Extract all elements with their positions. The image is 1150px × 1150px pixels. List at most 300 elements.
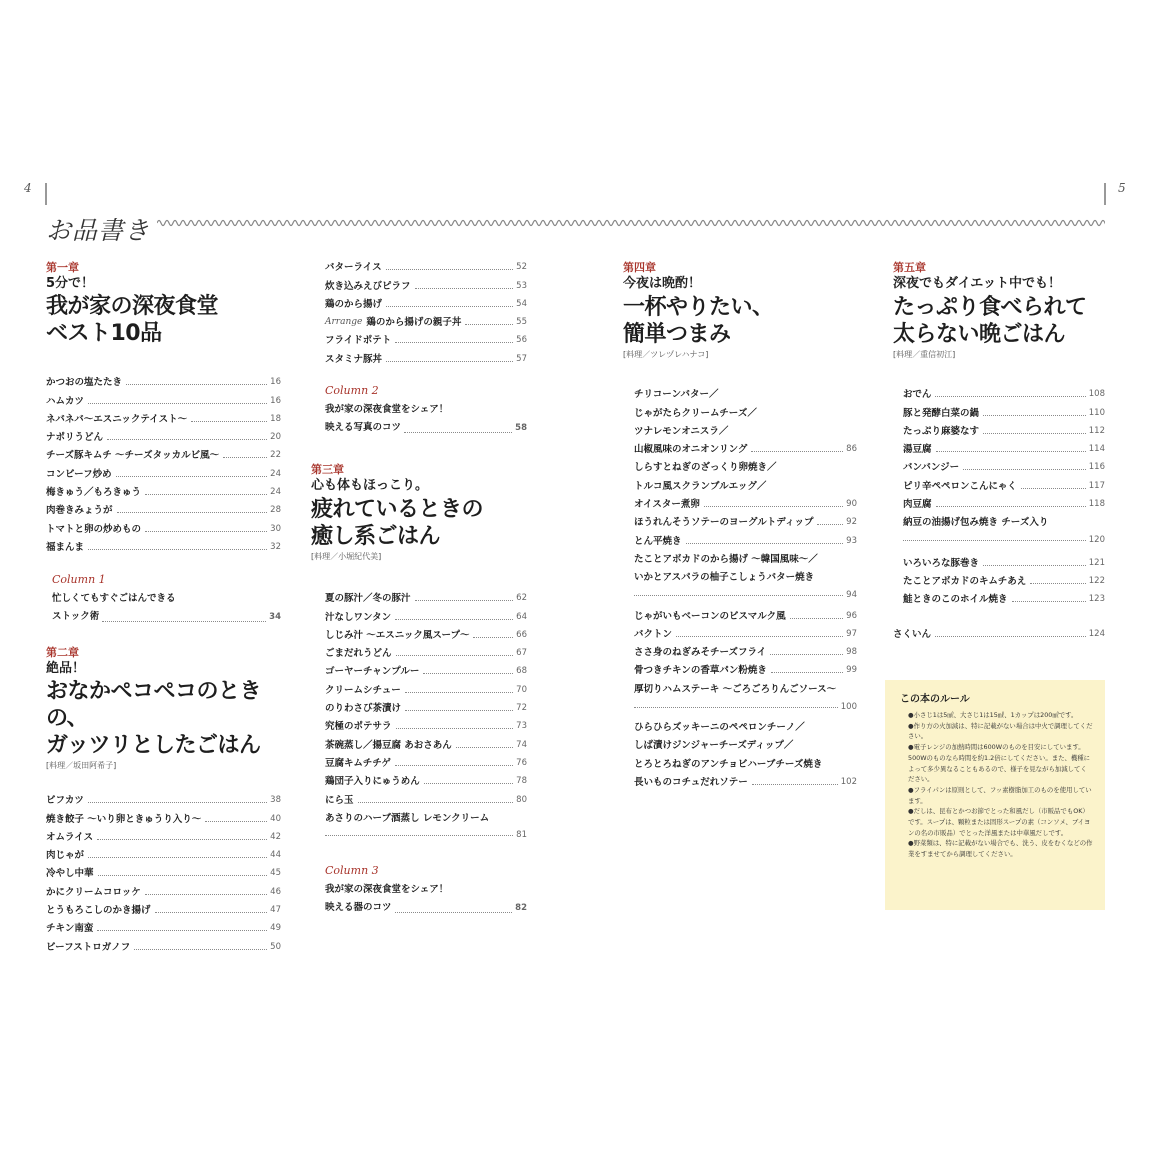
toc-entry[interactable] (634, 734, 857, 752)
dot-leader (983, 565, 1086, 566)
entry-title: 山椒風味のオニオンリング (634, 444, 748, 456)
page-number[interactable]: 120 (1088, 535, 1105, 546)
entry-title: 鶏団子入りにゅうめん (325, 776, 420, 788)
toc-entry[interactable] (46, 517, 281, 535)
toc-entry[interactable] (325, 660, 527, 678)
chapter-subtitle: 絶品！ (46, 661, 86, 676)
chapter-title-line: 太らない晩ごはん (893, 322, 1066, 347)
dot-leader (102, 621, 266, 622)
entry-title: フライドポテト (325, 335, 392, 347)
page-number: 42 (270, 831, 281, 842)
entry-title: ひらひらズッキーニのペペロンチーノ／ (634, 722, 805, 734)
chapter-4-list (634, 716, 857, 789)
toc-entry[interactable] (325, 770, 527, 788)
page-number: 73 (516, 721, 527, 732)
dot-leader (423, 673, 513, 674)
page-number: 76 (516, 757, 527, 768)
toc-entry[interactable] (325, 733, 527, 751)
page-number: 52 (516, 262, 527, 273)
toc-entry-continued (634, 696, 857, 712)
chapter-subtitle: 深夜でもダイエット中でも！ (893, 276, 1061, 291)
page-number: 47 (270, 905, 281, 916)
page-number[interactable]: 81 (516, 829, 527, 840)
rule-item (900, 838, 1093, 859)
page-number: 117 (1088, 480, 1105, 491)
folio-divider (1104, 183, 1106, 205)
dot-leader (396, 728, 514, 729)
chapter-label: 第五章 (893, 261, 926, 274)
entry-title: じゃがたらクリームチーズ／ (634, 407, 757, 419)
chapter-4-section (623, 261, 857, 360)
dot-leader (456, 747, 513, 748)
rule-text: ●野菜類は、特に記載がない場合でも、洗う、皮をむくなどの作業をすませてから調理してください。 (908, 839, 1093, 859)
entry-title: かつおの塩たたき (46, 377, 123, 389)
dot-leader (395, 619, 513, 620)
dot-leader (771, 672, 843, 673)
page-number: 56 (516, 335, 527, 346)
dot-leader (935, 636, 1086, 637)
toc-entry[interactable] (325, 715, 527, 733)
column-label: Column 2 (325, 384, 379, 397)
chapter-title-line: 癒し系ごはん (311, 524, 441, 549)
toc-entry[interactable] (46, 935, 281, 953)
toc-entry[interactable] (46, 462, 281, 480)
column-title-line: 忙しくてもすぐごはんできる (52, 593, 176, 604)
dot-leader (465, 324, 513, 325)
folio-divider (45, 183, 47, 205)
toc-entry[interactable] (46, 444, 281, 462)
chapter-label: 第二章 (46, 646, 79, 659)
toc-entry[interactable] (46, 862, 281, 880)
toc-entry[interactable] (634, 548, 857, 566)
chapter-2-list (46, 789, 281, 954)
toc-entry[interactable] (325, 788, 527, 806)
toc-entry[interactable] (903, 588, 1105, 606)
chapter-credit: [料理／ツレヅレハナコ] (623, 350, 709, 359)
entry-title: ほうれんそうソテーのヨーグルトディップ (634, 517, 814, 529)
page-number: 74 (516, 739, 527, 750)
page-number: 97 (846, 628, 857, 639)
page-number: 16 (270, 377, 281, 388)
dot-leader (126, 384, 267, 385)
toc-entry[interactable] (903, 438, 1105, 456)
toc-entry[interactable] (46, 899, 281, 917)
page-number: 123 (1088, 594, 1105, 605)
page-number: 30 (270, 523, 281, 534)
dot-leader (134, 949, 267, 950)
book-rules-box (885, 680, 1105, 910)
page-number: 53 (516, 280, 527, 291)
entry-title: たことアボカドのから揚げ 〜韓国風味〜／ (634, 553, 818, 565)
dot-leader (935, 396, 1085, 397)
dot-leader (107, 439, 267, 440)
entry-title: 冷やし中華 (46, 868, 94, 880)
column-1-section (52, 573, 281, 626)
chapter-label: 第四章 (623, 261, 656, 274)
rule-item (900, 721, 1093, 742)
page-number: 67 (516, 648, 527, 659)
chapter-4-items (634, 383, 857, 789)
toc-entry[interactable] (634, 529, 857, 547)
dot-leader (145, 531, 267, 532)
entry-title: チーズ豚キムチ 〜チーズタッカルビ風〜 (46, 450, 220, 462)
dot-leader (155, 912, 268, 913)
entry-title: 納豆の油揚げ包み焼き チーズ入り (903, 517, 1049, 529)
page-number[interactable]: 34 (269, 612, 281, 622)
entry-title: ピリ辛ペペロンこんにゃく (903, 480, 1017, 492)
dot-leader (404, 432, 512, 433)
chapter-credit: [料理／坂田阿希子] (46, 761, 117, 770)
toc-entry[interactable] (634, 752, 857, 770)
entry-title: ごまだれうどん (325, 648, 392, 660)
dot-leader (386, 269, 514, 270)
page-number: 96 (846, 610, 857, 621)
toc-entry[interactable] (46, 499, 281, 517)
toc-entry[interactable] (634, 438, 857, 456)
dot-leader (983, 433, 1086, 434)
toc-entry[interactable] (46, 389, 281, 407)
dot-leader (116, 476, 268, 477)
column-3-section (325, 864, 527, 917)
page-number[interactable]: 94 (846, 590, 857, 601)
dot-leader (1030, 583, 1086, 584)
toc-entry[interactable] (903, 493, 1105, 511)
entry-title: 福まんま (46, 541, 85, 553)
entry-title: 肉豆腐 (903, 499, 932, 511)
entry-title: ネバネバ〜エスニックテイスト〜 (46, 413, 188, 425)
entry-title: 肉じゃが (46, 850, 85, 862)
toc-entry[interactable] (634, 474, 857, 492)
page-number: 38 (270, 795, 281, 806)
entry-title: ビフカツ (46, 795, 84, 807)
page-number: 124 (1088, 629, 1105, 640)
toc-entry[interactable] (903, 511, 1105, 529)
page-number: 99 (846, 665, 857, 676)
toc-entry[interactable] (46, 917, 281, 935)
dot-leader (98, 875, 268, 876)
page-number: 62 (516, 593, 527, 604)
column-title-row (325, 419, 527, 437)
dot-leader (676, 636, 843, 637)
toc-entry[interactable] (46, 807, 281, 825)
entry-title: 焼き餃子 〜いり卵ときゅうり入り〜 (46, 813, 202, 825)
dot-leader (415, 600, 514, 601)
page-number: 24 (270, 487, 281, 498)
dot-leader (191, 421, 267, 422)
rule-item (900, 785, 1093, 806)
page-number: 28 (270, 505, 281, 516)
toc-entry[interactable] (634, 383, 857, 401)
toc-entry[interactable] (634, 401, 857, 419)
dot-leader (395, 765, 513, 766)
entry-title: チキン南蛮 (46, 923, 94, 935)
entry-title: とん平焼き (634, 535, 682, 547)
page-number: 50 (270, 941, 281, 952)
page-number: 68 (516, 666, 527, 677)
entry-title: トルコ風スクランブルエッグ／ (634, 480, 767, 492)
page-number: 70 (516, 684, 527, 695)
index-entry[interactable] (893, 623, 1105, 641)
entry-title: コンビーフ炒め (46, 468, 112, 480)
dot-leader (983, 415, 1086, 416)
toc-entry[interactable] (903, 570, 1105, 588)
page-number-right: 5 (1118, 181, 1126, 195)
dot-leader (770, 654, 843, 655)
page-number: 93 (846, 535, 857, 546)
entry-title: ツナレモンオニスラ／ (634, 425, 729, 437)
chapter-5-list (903, 551, 1105, 606)
page-number: 118 (1088, 499, 1105, 510)
page-number: 54 (516, 298, 527, 309)
entry-title: 骨つきチキンの香草パン粉焼き (634, 665, 767, 677)
entry-title: かにクリームコロッケ (46, 886, 141, 898)
page-number: 49 (270, 923, 281, 934)
entry-title: とうもろこしのかき揚げ (46, 905, 151, 917)
toc-entry[interactable] (325, 752, 527, 770)
column-label: Column 1 (52, 573, 106, 586)
toc-entry[interactable] (634, 566, 857, 584)
chapter-credit: [料理／小堀紀代美] (311, 552, 382, 561)
toc-entry[interactable] (46, 481, 281, 499)
toc-entry-continued (903, 529, 1105, 545)
page-number: 80 (516, 794, 527, 805)
chapter-title-line: ガッツリとしたごはん (46, 733, 261, 758)
entry-title: バターライス (325, 262, 382, 274)
toc-entry[interactable] (46, 789, 281, 807)
entry-title: チリコーンバター／ (634, 389, 719, 401)
page-number: 92 (846, 517, 857, 528)
chapter-label: 第三章 (311, 463, 344, 476)
entry-title: 炊き込みえびピラフ (325, 280, 411, 292)
dot-leader (903, 540, 1086, 541)
entry-title: さくいん (893, 629, 932, 641)
toc-entry[interactable] (903, 456, 1105, 474)
chapter-2-section (46, 646, 281, 954)
dot-leader (205, 821, 267, 822)
toc-entry[interactable] (634, 771, 857, 789)
chapter-2-list-continued (325, 256, 527, 366)
toc-entry[interactable] (634, 677, 857, 695)
toc-entry[interactable] (634, 604, 857, 622)
column-title-line: 映える器のコツ (325, 902, 392, 913)
dot-leader (396, 655, 514, 656)
entry-title: バクトン (634, 628, 673, 640)
entry-title: とろとろねぎのアンチョビハーブチーズ焼き (634, 758, 823, 770)
dot-leader (415, 288, 514, 289)
page-number: 110 (1088, 407, 1105, 418)
toc-entry[interactable] (325, 624, 527, 642)
rule-text: ●作り方の火加減は、特に記載がない場合は中火で調理してください。 (908, 721, 1093, 741)
entry-title: おでん (903, 389, 932, 401)
toc-entry[interactable] (325, 587, 527, 605)
entry-title: たことアボカドのキムチあえ (903, 575, 1027, 587)
toc-entry-continued (325, 824, 527, 840)
chapter-title-line: 疲れているときの (311, 497, 484, 522)
toc-entry[interactable] (46, 408, 281, 426)
page-number[interactable]: 58 (515, 423, 527, 433)
chapter-subtitle: 心も体もほっこり。 (311, 478, 429, 493)
toc-entry[interactable] (903, 383, 1105, 401)
page-number: 102 (840, 776, 857, 787)
chapter-3-section (311, 463, 527, 562)
dot-leader (790, 618, 844, 619)
page-number[interactable]: 82 (515, 903, 527, 913)
page-number: 32 (270, 541, 281, 552)
toc-entry[interactable] (325, 697, 527, 715)
chapter-3-items (325, 587, 527, 840)
page-number: 98 (846, 647, 857, 658)
toc-entry[interactable] (325, 807, 527, 824)
page-number[interactable]: 100 (840, 701, 857, 712)
page-number: 114 (1088, 444, 1105, 455)
entry-title: 鶏のから揚げ (325, 298, 383, 310)
page-number: 46 (270, 886, 281, 897)
dot-leader (424, 783, 513, 784)
dot-leader (386, 361, 513, 362)
toc-entry[interactable] (903, 474, 1105, 492)
page-number: 16 (270, 395, 281, 406)
entry-title: 夏の豚汁／冬の豚汁 (325, 593, 411, 605)
entry-title: いろいろな豚巻き (903, 557, 980, 569)
entry-title: たっぷり麻婆なす (903, 425, 980, 437)
entry-title: 豚と発酵白菜の鍋 (903, 407, 980, 419)
page-number: 108 (1088, 389, 1105, 400)
page-number: 72 (516, 703, 527, 714)
chapter-title-line: 我が家の深夜食堂 (46, 294, 219, 319)
page-number: 57 (516, 353, 527, 364)
toc-entry[interactable] (46, 426, 281, 444)
toc-entry[interactable] (325, 678, 527, 696)
chapter-2-continued (325, 256, 527, 366)
dot-leader (963, 469, 1086, 470)
chapter-5-list (903, 383, 1105, 529)
chapter-title-line: たっぷり食べられて (893, 295, 1087, 320)
entry-title: にら玉 (325, 794, 354, 806)
toc-entry[interactable] (325, 274, 527, 292)
dot-leader (145, 894, 267, 895)
dot-leader (405, 692, 513, 693)
dot-leader (1012, 601, 1086, 602)
toc-entry[interactable] (46, 880, 281, 898)
column-2-section (325, 384, 527, 437)
rule-item (900, 710, 1093, 721)
dot-leader (88, 549, 267, 550)
toc-entry[interactable] (46, 826, 281, 844)
toc-entry[interactable] (634, 420, 857, 438)
page-number: 55 (516, 317, 527, 328)
column-title-line: 我が家の深夜食堂をシェア！ (325, 404, 449, 415)
dot-leader (936, 506, 1086, 507)
dot-leader (358, 802, 514, 803)
toc-entry[interactable] (634, 716, 857, 734)
rule-item (900, 742, 1093, 785)
dot-leader (117, 512, 268, 513)
toc-entry[interactable] (325, 293, 527, 311)
dot-leader (395, 342, 513, 343)
dot-leader (473, 637, 513, 638)
dot-leader (88, 802, 267, 803)
page-number: 40 (270, 813, 281, 824)
chapter-subtitle: 今夜は晩酌！ (623, 276, 702, 291)
dot-leader (1021, 488, 1086, 489)
entry-title: しじみ汁 〜エスニック風スープ〜 (325, 629, 470, 641)
dot-leader (405, 710, 513, 711)
entry-title: 長いものコチュだれソテー (634, 776, 748, 788)
rule-item (900, 806, 1093, 838)
dot-leader (145, 494, 267, 495)
column-title-line: 我が家の深夜食堂をシェア！ (325, 884, 449, 895)
toc-entry[interactable] (325, 642, 527, 660)
entry-title: クリームシチュー (325, 684, 401, 696)
toc-entry[interactable] (46, 536, 281, 554)
dot-leader (395, 912, 513, 913)
entry-title: 厚切りハムステーキ 〜ごろごろりんごソース〜 (634, 683, 837, 695)
entry-title: のりわさび茶漬け (325, 703, 402, 715)
toc-entry[interactable] (634, 493, 857, 511)
toc-entry[interactable] (903, 420, 1105, 438)
dot-leader (88, 403, 267, 404)
dot-leader (386, 306, 513, 307)
entry-title: ゴーヤーチャンプルー (325, 666, 420, 678)
toc-entry[interactable] (325, 347, 527, 365)
rule-text: ●電子レンジの加熱時間は600Wのものを目安にしています。500Wのものなら時間を約1.2倍にしてください。また、機種によって多少異なることもあるので、様子を見ながら加減してください。 (908, 743, 1091, 784)
entry-title: 豆腐キムチチゲ (325, 757, 391, 769)
page-number-left: 4 (24, 181, 32, 195)
entry-title: 鮭ときのこのホイル焼き (903, 594, 1008, 606)
page-number: 20 (270, 432, 281, 443)
toc-entry[interactable] (634, 456, 857, 474)
toc-entry[interactable] (903, 401, 1105, 419)
entry-title: しば漬けジンジャーチーズディップ／ (634, 740, 794, 752)
toc-entry[interactable] (634, 659, 857, 677)
toc-entry[interactable] (325, 311, 527, 329)
page-number: 66 (516, 629, 527, 640)
entry-title: オムライス (46, 831, 94, 843)
entry-title: 湯豆腐 (903, 444, 932, 456)
entry-title: 鶏のから揚げの親子丼 (366, 317, 462, 329)
toc-entry[interactable] (325, 605, 527, 623)
dot-leader (88, 857, 267, 858)
toc-entry[interactable] (46, 371, 281, 389)
page-number: 24 (270, 468, 281, 479)
dot-leader (97, 839, 267, 840)
dot-leader (634, 595, 843, 596)
index-list (893, 623, 1105, 641)
toc-entry[interactable] (903, 551, 1105, 569)
chapter-title-line: おなかペコペコのときの、 (46, 679, 262, 731)
toc-entry[interactable] (634, 623, 857, 641)
column-title-row (325, 899, 527, 917)
chapter-5-items (903, 383, 1105, 606)
column-title-line: 映える写真のコツ (325, 422, 402, 433)
entry-title: ナポリうどん (46, 432, 104, 444)
dot-leader (751, 451, 843, 452)
toc-entry[interactable] (634, 641, 857, 659)
rule-text: ●小さじ1は5㎖、大さじ1は15㎖、1カップは200㎖です。 (908, 711, 1078, 719)
dot-leader (223, 457, 267, 458)
chapter-5-section (893, 261, 1105, 360)
page-number: 22 (270, 450, 281, 461)
chapter-4-list (634, 604, 857, 695)
dot-leader (686, 543, 844, 544)
rule-text: ●フライパンは原則として、フッ素樹脂加工のものを使用しています。 (908, 785, 1092, 805)
chapter-title-line: ベスト10品 (46, 321, 162, 346)
page-number: 18 (270, 413, 281, 424)
toc-entry[interactable] (46, 844, 281, 862)
toc-entry[interactable] (634, 511, 857, 529)
toc-entry[interactable] (325, 329, 527, 347)
toc-entry[interactable] (325, 256, 527, 274)
